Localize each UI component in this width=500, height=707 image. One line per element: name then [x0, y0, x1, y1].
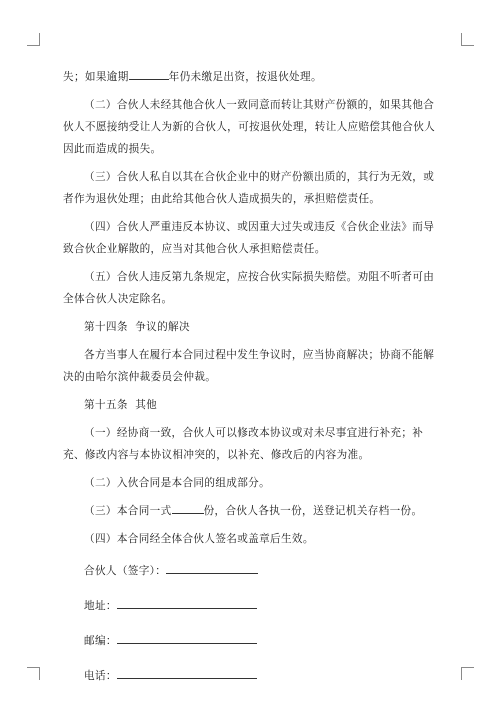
signature-phone-line: [117, 667, 257, 679]
paragraph-copies: [63, 500, 437, 522]
crop-mark-bottom-right: [461, 667, 474, 680]
signature-address-label: 地址：: [84, 600, 117, 612]
signature-partner-row: [63, 560, 437, 582]
paragraph-effective: （四）本合同经全体合伙人签名或盖章后生效。: [84, 533, 314, 545]
signature-postcode-label: 邮编：: [84, 635, 117, 647]
signature-postcode-row: [63, 630, 437, 652]
paragraph-expulsion: （五）合伙人违反第九条规定，应按合伙实际损失赔偿。劝阻不听者可由全体合伙人决定除名。: [63, 271, 435, 305]
signature-address-row: [63, 595, 437, 617]
paragraph-pledge: （三）合伙人私自以其在合伙企业中的财产份额出质的，其行为无效，或者作为退伙处理；由此给其他合伙人造成损失的，承担赔偿责任。: [63, 171, 435, 205]
signature-partner-line: [166, 562, 258, 574]
crop-mark-bottom-left: [27, 667, 40, 680]
crop-mark-top-left: [27, 33, 40, 46]
paragraph-dissolution: （四）合伙人严重违反本协议、或因重大过失或违反《合伙企业法》而导致合伙企业解散的，应当对其他合伙人承担赔偿责任。: [63, 221, 435, 255]
signature-partner-label: 合伙人（签字）：: [84, 565, 167, 577]
document-body: [63, 66, 437, 700]
article-14-heading: 第十四条 争议的解决: [84, 321, 190, 333]
signature-phone-label: 电话：: [84, 670, 117, 682]
signature-phone-row: [63, 665, 437, 687]
paragraph-copies-end: 份，合伙人各执一份，送登记机关存档一份。: [203, 505, 423, 517]
paragraph-overdue: [63, 66, 437, 88]
signature-postcode-line: [117, 632, 257, 644]
paragraph-dispute: 各方当事人在履行本合同过程中发生争议时，应当协商解决；协商不能解决的由哈尔滨仲裁委员会仲裁。: [63, 349, 435, 383]
paragraph-overdue-end: 年仍未缴足出资，按退伙处理。: [168, 71, 322, 83]
paragraph-copies-start: （三）本合同一式: [84, 505, 172, 517]
article-15-heading: 第十五条 其他: [84, 399, 158, 411]
blank-years-field: [129, 68, 169, 80]
crop-mark-top-right: [461, 33, 474, 46]
paragraph-transfer: （二）合伙人未经其他合伙人一致同意而转让其财产份额的，如果其他合伙人不愿接纳受让人为新的合伙人，可按退伙处理，转让人应赔偿其他合伙人因此而造成的损失。: [63, 99, 436, 155]
signature-address-line: [117, 597, 257, 609]
paragraph-amendment: （一）经协商一致，合伙人可以修改本协议或对未尽事宜进行补充；补充、修改内容与本协议相冲突的，以补充、修改后的内容为准。: [63, 427, 424, 461]
paragraph-admission: （二）入伙合同是本合同的组成部分。: [84, 477, 271, 489]
blank-copies-field: [172, 502, 204, 514]
paragraph-overdue-start: 失；如果逾期: [63, 71, 129, 83]
